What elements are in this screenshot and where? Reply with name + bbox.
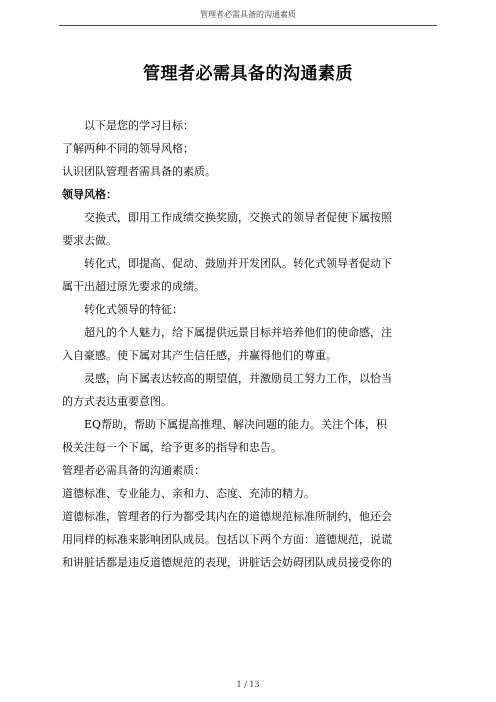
body-line: 和讲脏话都是违反道德规范的表现，讲脏话会妨碍团队成员接受你的 [62, 556, 392, 569]
body-line: EQ帮助，帮助下属提高推理、解决问题的能力。关注个体，积 [84, 418, 388, 431]
body-line: 道德标准，管理者的行为都受其内在的道德规范标准所制约，他还会 [62, 510, 392, 523]
body-line: 用同样的标准来影响团队成员。包括以下两个方面：道德规范，说谎 [62, 533, 392, 546]
body-line: 转化式，即提高、促动、鼓励并开发团队。转化式领导者促动下 [84, 257, 392, 270]
running-header: 管理者必需具备的沟通素质 [200, 10, 296, 19]
body-line: 的方式表达重要意图。 [62, 395, 172, 408]
section-heading: 领导风格： [62, 188, 117, 201]
body-line: 管理者必需具备的沟通素质： [62, 464, 205, 477]
body-line: 以下是您的学习目标： [84, 119, 194, 132]
document-title: 管理者必需具备的沟通素质 [143, 64, 353, 84]
body-line: 极关注每一个下属，给予更多的指导和忠告。 [62, 441, 282, 454]
body-line: 属干出超过原先要求的成绩。 [62, 280, 205, 293]
body-line: 灵感，向下属表达较高的期望值，并激励员工努力工作，以恰当 [84, 372, 392, 385]
body-line: 了解两种不同的领导风格； [62, 142, 194, 155]
body-line: 交换式，即用工作成绩交换奖励，交换式的领导者促使下属按照 [84, 211, 392, 224]
body-line: 超凡的个人魅力，给下属提供远景目标并培养他们的使命感，注 [84, 326, 392, 339]
body-line: 道德标准、专业能力、亲和力、态度、充沛的精力。 [62, 487, 315, 500]
body-line: 入自豪感。使下属对其产生信任感，并赢得他们的尊重。 [62, 349, 337, 362]
body-line: 要求去做。 [62, 234, 117, 247]
body-line: 转化式领导的特征： [84, 303, 183, 316]
page-number: 1 / 13 [236, 680, 260, 689]
header-divider [59, 25, 437, 26]
document-body [62, 114, 436, 574]
body-line: 认识团队管理者需具备的素质。 [62, 165, 216, 178]
